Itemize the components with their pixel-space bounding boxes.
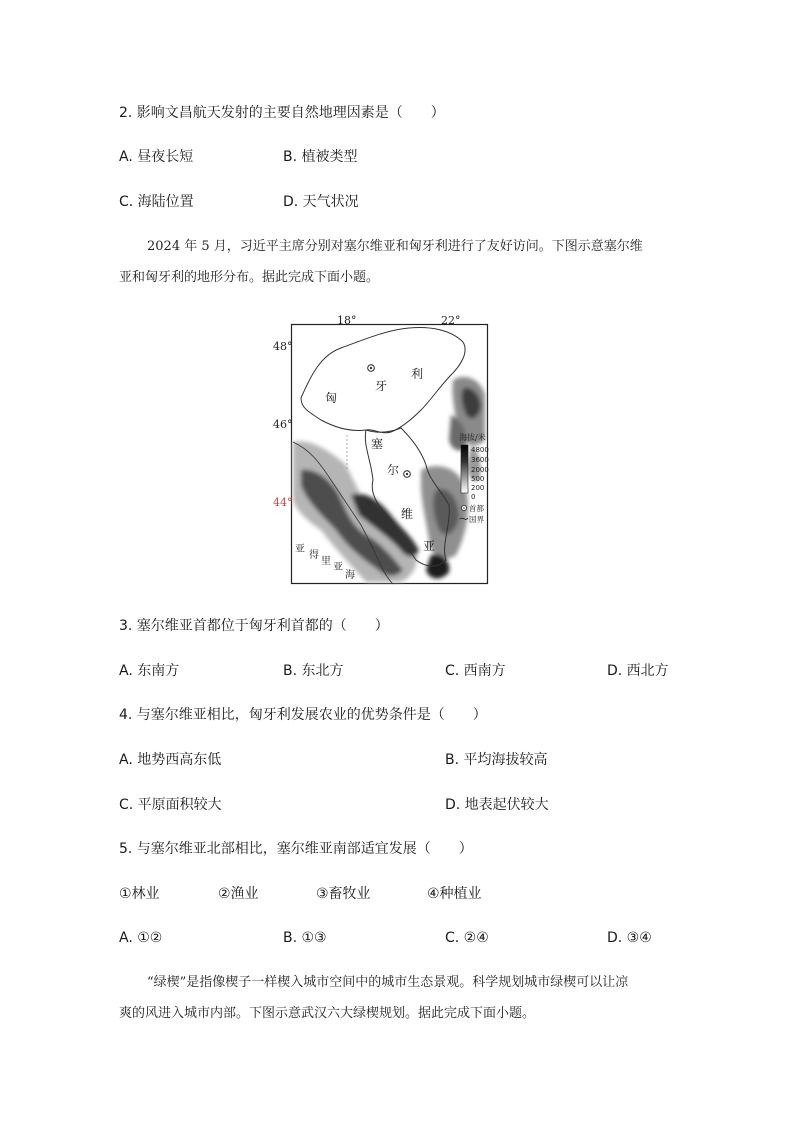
q4-option-c[interactable]: C. 平原面积较大 — [119, 797, 222, 813]
legend-color-bar — [461, 445, 468, 493]
q2-option-d[interactable]: D. 天气状况 — [283, 194, 359, 210]
legend-tick-500: 500 — [471, 475, 485, 483]
legend-tick-0: 0 — [471, 493, 476, 501]
hungary-label-1: 匈 — [325, 391, 338, 405]
sea-label-4: 亚 — [333, 562, 343, 573]
hungary-label-2: 牙 — [375, 379, 388, 393]
lat-48-label: 48° — [273, 340, 293, 353]
legend-tick-2000: 2000 — [471, 466, 489, 474]
legend-capital-icon — [461, 505, 466, 510]
q5-item-1: ①林业 — [119, 886, 160, 902]
passage-2-line-2: 爽的风进入城市内部。下图示意武汉六大绿楔规划。据此完成下面小题。 — [119, 1006, 536, 1021]
q2-option-c[interactable]: C. 海陆位置 — [119, 194, 194, 210]
legend-tick-3600: 3600 — [471, 456, 489, 464]
question-5-stem: 5. 与塞尔维亚北部相比，塞尔维亚南部适宜发展（ ） — [119, 841, 473, 857]
legend-capital-label: 首都 — [469, 504, 484, 513]
hungary-label-3: 利 — [411, 367, 424, 381]
passage-1-line-2: 亚和匈牙利的地形分布。据此完成下面小题。 — [119, 270, 380, 285]
legend-tick-4800: 4800 — [471, 446, 489, 454]
terrain-map-figure — [273, 314, 489, 585]
q3-option-d[interactable]: D. 西北方 — [607, 663, 669, 679]
sea-label-3: 里 — [321, 556, 331, 567]
belgrade-capital-icon — [404, 471, 411, 478]
lat-46-label: 46° — [273, 418, 293, 431]
q4-option-a[interactable]: A. 地势西高东低 — [119, 752, 222, 768]
q5-option-a[interactable]: A. ①② — [119, 930, 163, 946]
q5-item-3: ③畜牧业 — [316, 886, 371, 902]
q5-item-2: ②渔业 — [218, 886, 259, 902]
question-4-stem: 4. 与塞尔维亚相比，匈牙利发展农业的优势条件是（ ） — [119, 707, 487, 723]
question-2-stem: 2. 影响文昌航天发射的主要自然地理因素是（ ） — [119, 105, 445, 121]
lon-22-label: 22° — [441, 314, 461, 327]
q2-option-a[interactable]: A. 昼夜长短 — [119, 149, 194, 165]
sea-label-2: 得 — [309, 550, 319, 561]
legend-border-label: 国界 — [469, 515, 484, 524]
q5-option-b[interactable]: B. ①③ — [283, 930, 327, 946]
passage-2-line-1: “绿楔”是指像楔子一样楔入城市空间中的城市生态景观。科学规划城市绿楔可以让凉 — [147, 975, 629, 990]
q3-option-a[interactable]: A. 东南方 — [119, 663, 180, 679]
q5-item-4: ④种植业 — [427, 886, 482, 902]
q4-option-d[interactable]: D. 地表起伏较大 — [445, 797, 549, 813]
q5-option-c[interactable]: C. ②④ — [445, 930, 489, 946]
sea-label-5: 海 — [345, 570, 355, 581]
q3-option-c[interactable]: C. 西南方 — [445, 663, 506, 679]
legend-title: 海拔/米 — [459, 433, 486, 442]
lat-44-label: 44° — [273, 496, 293, 509]
sea-label-1: 亚 — [295, 544, 305, 555]
q3-option-b[interactable]: B. 东北方 — [283, 663, 344, 679]
lon-18-label: 18° — [337, 314, 357, 327]
serbia-label-2: 尔 — [387, 463, 400, 477]
passage-1-line-1: 2024 年 5 月，习近平主席分别对塞尔维亚和匈牙利进行了友好访问。下图示意塞尔维 — [147, 239, 643, 254]
question-3-stem: 3. 塞尔维亚首都位于匈牙利首都的（ ） — [119, 618, 389, 634]
serbia-label-1: 塞 — [371, 437, 384, 451]
budapest-capital-icon — [368, 365, 375, 372]
serbia-label-3: 维 — [401, 507, 414, 521]
q5-option-d[interactable]: D. ③④ — [607, 930, 652, 946]
legend-tick-200: 200 — [471, 484, 485, 492]
q2-option-b[interactable]: B. 植被类型 — [283, 149, 358, 165]
q4-option-b[interactable]: B. 平均海拔较高 — [445, 752, 548, 768]
serbia-label-4: 亚 — [423, 539, 436, 553]
